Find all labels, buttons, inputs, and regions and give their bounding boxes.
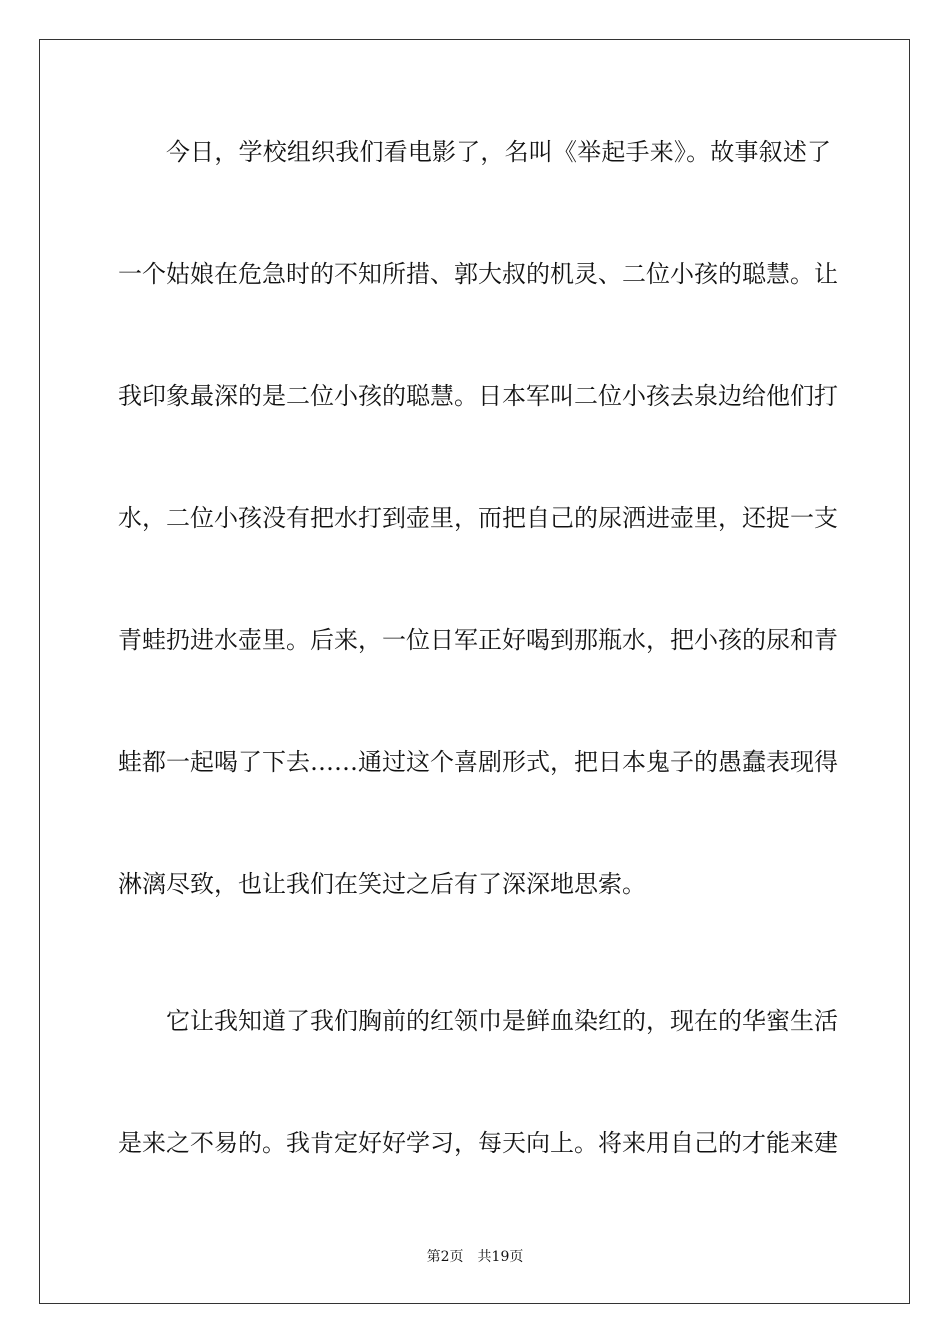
paragraph-1-line-4: 水，二位小孩没有把水打到壶里，而把自己的尿洒进壶里，还捉一支 <box>118 504 838 532</box>
page-total: 共19页 <box>477 1249 524 1265</box>
paragraph-1-line-5: 青蛙扔进水壶里。后来，一位日军正好喝到那瓶水，把小孩的尿和青 <box>118 626 838 654</box>
page-number: 第2页 <box>426 1249 464 1265</box>
paragraph-1-line-2: 一个姑娘在危急时的不知所措、郭大叔的机灵、二位小孩的聪慧。让 <box>118 260 838 288</box>
page-footer <box>0 1247 950 1267</box>
paragraph-1-line-3: 我印象最深的是二位小孩的聪慧。日本军叫二位小孩去泉边给他们打 <box>118 382 838 410</box>
paragraph-2-line-2: 是来之不易的。我肯定好好学习，每天向上。将来用自己的才能来建 <box>118 1129 838 1157</box>
paragraph-1-line-7: 淋漓尽致，也让我们在笑过之后有了深深地思索。 <box>118 870 646 898</box>
paragraph-2-line-1: 它让我知道了我们胸前的红领巾是鲜血染红的，现在的华蜜生活 <box>166 1007 838 1035</box>
paragraph-1-line-6: 蛙都一起喝了下去……通过这个喜剧形式，把日本鬼子的愚蠢表现得 <box>118 748 838 776</box>
page-border <box>39 39 910 1304</box>
paragraph-1-line-1: 今日，学校组织我们看电影了，名叫《举起手来》。故事叙述了 <box>166 138 831 166</box>
